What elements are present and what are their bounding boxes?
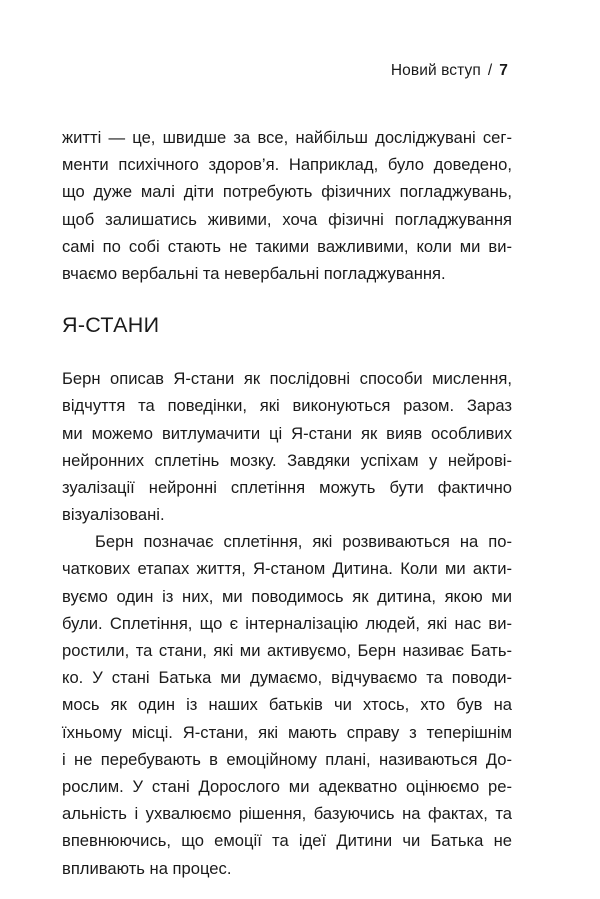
page-number: 7 (499, 62, 508, 79)
text-line: їхньому місці. Я-стани, які мають справу з теперішнім (62, 722, 512, 742)
text-line: ростили, та стани, які ми активуємо, Берн називає Бать- (62, 641, 512, 660)
paragraph-1 (62, 124, 512, 287)
text-line: відчуття та поведінки, які виконуються разом. Зараз (62, 396, 512, 416)
text-line: вуємо один із них, ми поводимось як дитина, якою ми (62, 586, 512, 606)
text-line: нейронних сплетінь мозку. Завдяки успіхам у нейрові- (62, 450, 512, 470)
text-line: ми можемо витлумачити ці Я-стани як вияв особливих (62, 423, 512, 443)
text-line: що дуже малі діти потребують фізичних погладжувань, (62, 182, 512, 202)
text-line: ко. У стані Батька ми думаємо, відчуваємо та поводи- (62, 668, 512, 688)
text-line: рослим. У стані Дорослого ми адекватно оцінюємо ре- (62, 776, 512, 796)
page-body (62, 124, 512, 882)
text-line: зуалізації нейронні сплетіння можуть бути фактично (62, 477, 512, 497)
header-separator: / (487, 62, 493, 79)
text-line: були. Сплетіння, що є інтерналізацію людей, які нас ви- (62, 613, 512, 633)
text-line: щоб залишатись живими, хоча фізичні погладжування (62, 209, 512, 229)
text-line: візуалізовані. (62, 505, 165, 525)
section-heading: Я-СТАНИ (62, 313, 160, 338)
text-line: Берн позначає сплетіння, які розвиваються на по- (95, 532, 512, 552)
running-head (391, 62, 508, 80)
text-line: Берн описав Я-стани як послідовні способи мислення, (62, 369, 512, 389)
text-line: і не перебувають в емоційному плані, називаються До- (62, 749, 512, 769)
text-line: житті — це, швидше за все, найбільш досліджувані сег- (62, 128, 512, 147)
text-line: впливають на процес. (62, 858, 232, 878)
text-line: альність і ухвалюємо рішення, базуючись на фактах, та (62, 804, 512, 824)
text-line: чаткових етапах життя, Я-станом Дитина. Коли ми акти- (62, 559, 512, 579)
text-line: менти психічного здоров’я. Наприклад, було доведено, (62, 155, 512, 175)
text-line: самі по собі стають не такими важливими, коли ми ви- (62, 236, 512, 256)
text-line: мось як один із наших батьків чи хтось, хто був на (62, 695, 512, 715)
paragraph-2 (62, 365, 512, 528)
text-line: вчаємо вербальні та невербальні погладжування. (62, 263, 446, 283)
section-title: Новий вступ (390, 62, 481, 79)
paragraph-3 (62, 528, 512, 881)
text-line: впевнюючись, що емоції та ідеї Дитини чи Батька не (62, 831, 512, 851)
